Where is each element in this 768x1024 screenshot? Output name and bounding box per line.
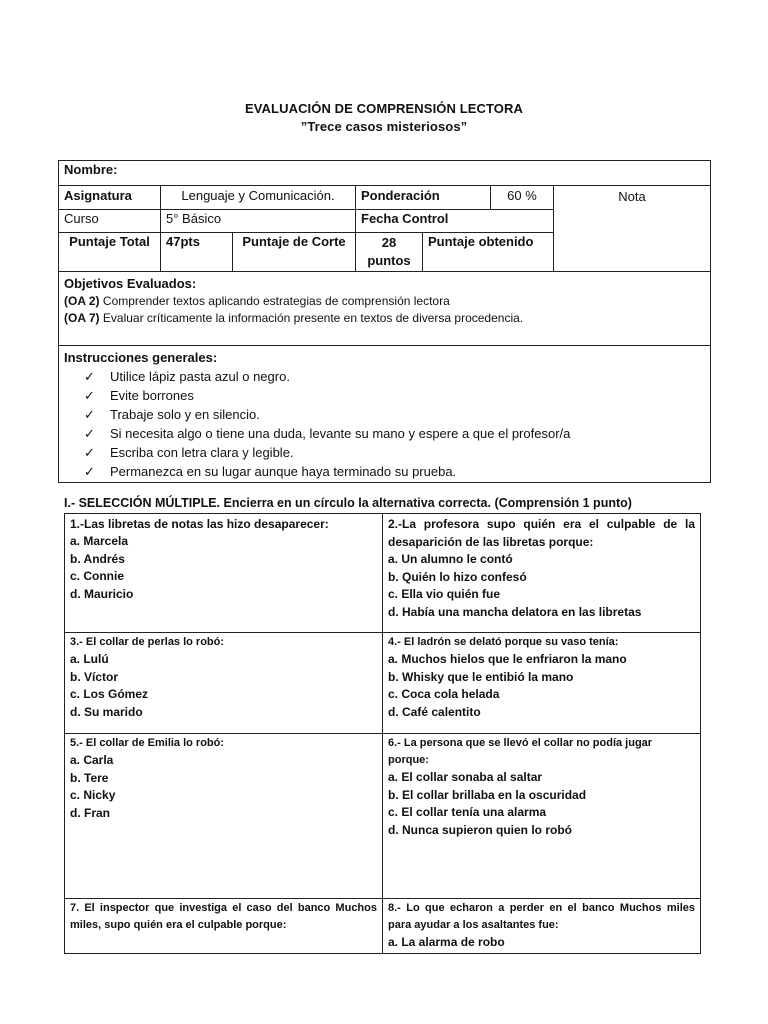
answer-option[interactable]: b. Tere [70,770,109,785]
question-cell [65,633,383,734]
answer-option[interactable]: a. Marcela [70,534,129,548]
section-title: I.- SELECCIÓN MÚLTIPLE. Encierra en un círculo la alternativa correcta. (Comprensión 1 punto) [64,496,632,510]
answer-option[interactable]: a. El collar sonaba al saltar [388,770,543,784]
question-cell [383,514,701,633]
ponderacion-label: Ponderación [356,186,491,209]
instruccion-item [84,424,705,443]
puntaje-corte-number: 28 [381,235,397,250]
answer-option[interactable]: d. Café calentito [388,704,481,719]
question-text: 4.- El ladrón se delató porque su vaso tenía: [388,636,619,648]
answer-option[interactable]: d. Su marido [70,704,143,719]
checkmark-icon: ✓ [84,464,95,479]
instrucciones-title: Instrucciones generales: [64,350,218,365]
answer-option[interactable]: c. Ella vio quién fue [388,587,501,601]
answer-option[interactable]: d. Nunca supieron quien lo robó [388,822,573,837]
objetivo-code: (OA 2) [64,294,100,308]
question-text: 5.- El collar de Emilia lo robó: [70,737,225,749]
instrucciones-list [64,367,705,481]
question-cell [383,633,701,734]
instruccion-item [84,367,705,386]
question-text: 7. El inspector que investiga el caso del banco Muchos miles, supo quién era el culpable porque: [70,902,377,931]
instruccion-text: Escriba con letra clara y legible. [110,445,294,460]
answer-option[interactable]: c. Los Gómez [70,687,149,701]
document-title: EVALUACIÓN DE COMPRENSIÓN LECTORA [244,101,523,116]
answer-option[interactable]: d. Había una mancha delatora en las libretas [388,604,642,619]
student-info-table [58,160,711,483]
puntaje-obtenido-field[interactable] [423,233,554,272]
question-text: 1.-Las libretas de notas las hizo desaparecer: [70,517,329,531]
curso-label: Curso [59,210,161,233]
objetivo-text: Comprender textos aplicando estrategias de comprensión lectora [102,294,450,308]
answer-option[interactable]: b. Andrés [70,551,125,566]
instruccion-text: Trabaje solo y en silencio. [110,407,260,422]
answer-option[interactable]: a. Muchos hielos que le enfriaron la mano [388,652,627,666]
instruccion-text: Evite borrones [110,388,194,403]
answer-option[interactable]: b. Whisky que le entibió la mano [388,669,574,684]
answer-option[interactable]: b. Víctor [70,669,119,684]
curso-value: 5° Básico [161,210,356,233]
checkmark-icon: ✓ [84,445,95,460]
question-text: 6.- La persona que se llevó el collar no podía jugar porque: [388,737,653,766]
document-subtitle: ”Trece casos misteriosos” [300,119,468,134]
puntaje-corte-unit: puntos [367,253,411,268]
multiple-choice-table [64,513,701,954]
puntaje-obtenido-label: Puntaje obtenido [428,234,534,249]
answer-option[interactable]: a. La alarma de robo [388,935,505,949]
answer-option[interactable]: a. Carla [70,753,114,767]
question-cell [383,899,701,954]
instruccion-item [84,462,705,481]
question-cell [383,734,701,899]
ponderacion-value: 60 % [507,188,537,203]
objetivo-code: (OA 7) [64,311,100,325]
objetivo-item [64,293,705,310]
question-text: 2.-La profesora supo quién era el culpable de la desaparición de las libretas porque: [388,517,695,549]
answer-option[interactable]: a. Lulú [70,652,109,666]
answer-option[interactable]: c. El collar tenía una alarma [388,805,547,819]
answer-option[interactable]: a. Un alumno le contó [388,552,513,566]
objetivos-section [59,272,711,346]
objetivo-item [64,310,705,327]
instruccion-text: Si necesita algo o tiene una duda, levante su mano y espere a que el profesor/a [110,426,571,441]
answer-option[interactable]: c. Connie [70,569,125,583]
question-cell [65,514,383,633]
answer-option[interactable]: d. Fran [70,805,111,820]
answer-option[interactable]: b. Quién lo hizo confesó [388,569,527,584]
checkmark-icon: ✓ [84,388,95,403]
question-cell [65,899,383,954]
question-text: 3.- El collar de perlas lo robó: [70,636,225,648]
objetivos-title: Objetivos Evaluados: [64,276,197,291]
nombre-label: Nombre: [64,162,118,177]
puntaje-corte-value [356,233,423,272]
asignatura-label: Asignatura [59,186,161,210]
answer-option[interactable]: c. Coca cola helada [388,687,500,701]
answer-option[interactable]: b. El collar brillaba en la oscuridad [388,787,587,802]
puntaje-total-value: 47pts [161,233,233,272]
instruccion-item [84,386,705,405]
answer-option[interactable]: c. Nicky [70,788,116,802]
question-text: 8.- Lo que echaron a perder en el banco Muchos miles para ayudar a los asaltantes fue: [388,902,695,931]
nota-field[interactable] [554,186,711,272]
checkmark-icon: ✓ [84,407,95,422]
checkmark-icon: ✓ [84,369,95,384]
question-cell [65,734,383,899]
puntaje-corte-label: Puntaje de Corte [233,233,356,272]
instrucciones-section [59,346,711,483]
nombre-field[interactable] [59,161,711,186]
fecha-control-label[interactable]: Fecha Control [356,210,554,233]
checkmark-icon: ✓ [84,426,95,441]
nota-label: Nota [618,189,646,204]
instruccion-text: Utilice lápiz pasta azul o negro. [110,369,290,384]
ponderacion-cell [356,186,554,210]
instruccion-text: Permanezca en su lugar aunque haya terminado su prueba. [110,464,457,479]
answer-option[interactable]: d. Mauricio [70,586,134,601]
puntaje-total-label: Puntaje Total [59,233,161,272]
instruccion-item [84,443,705,462]
instruccion-item [84,405,705,424]
objetivo-text: Evaluar críticamente la información presente en textos de diversa procedencia. [102,311,524,325]
asignatura-value: Lenguaje y Comunicación. [161,186,356,210]
